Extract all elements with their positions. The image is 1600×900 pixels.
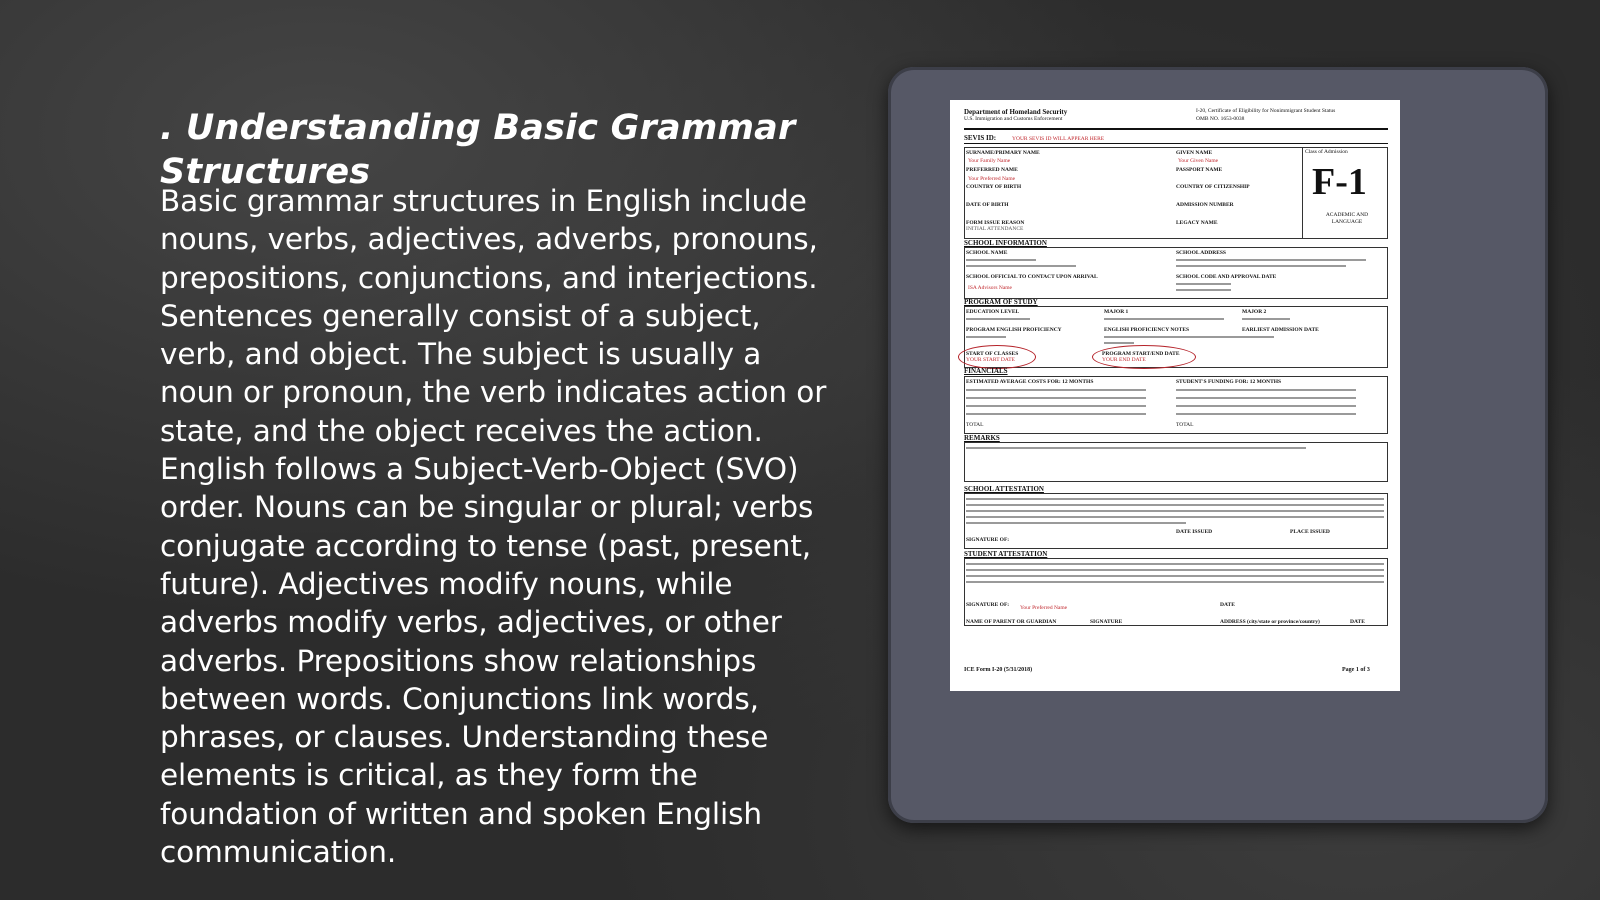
doc-attest-line-3 [966,510,1384,512]
doc-school-code-text-2 [1176,289,1231,291]
doc-school-attest-box [964,493,1388,549]
doc-financials-label: FINANCIALS [964,367,1008,375]
doc-student-sig-label: SIGNATURE OF: [966,602,1010,608]
doc-agency-sub: U.S. Immigration and Customs Enforcement [964,116,1063,122]
doc-start-value: YOUR START DATE [966,357,1015,363]
doc-costs-label: ESTIMATED AVERAGE COSTS FOR: 12 MONTHS [966,379,1094,385]
doc-omb: OMB NO. 1653-0038 [1196,116,1245,122]
doc-attest-line-2 [966,504,1384,506]
doc-student-line-1 [966,563,1384,565]
doc-total-cost-label: TOTAL [966,422,984,428]
doc-attest-line-5 [966,522,1186,524]
doc-given-value: Your Given Name [1178,158,1219,164]
doc-class-sub: ACADEMIC AND LANGUAGE [1325,212,1369,225]
doc-total-fund-label: TOTAL [1176,422,1194,428]
doc-sig2-label: SIGNATURE [1090,619,1123,625]
doc-issue-label: FORM ISSUE REASON [966,220,1025,226]
slide-title: . Understanding Basic Grammar Structures [160,108,796,192]
doc-education-label: EDUCATION LEVEL [966,309,1020,315]
doc-major2-label: MAJOR 2 [1242,309,1267,315]
doc-school-official-label: SCHOOL OFFICIAL TO CONTACT UPON ARRIVAL [966,274,1098,280]
doc-passport-label: PASSPORT NAME [1176,167,1223,173]
doc-attest-line-1 [966,498,1384,500]
doc-funding-row-1 [1176,389,1356,391]
doc-costs-row-4 [966,413,1146,415]
doc-signature-label: SIGNATURE OF: [966,537,1010,543]
doc-major2-text [1242,318,1290,320]
doc-footer-form: ICE Form I-20 (5/31/2018) [964,667,1033,673]
doc-preferred-value: Your Preferred Name [968,176,1016,182]
doc-major1-text [1104,318,1224,320]
doc-school-code-label: SCHOOL CODE AND APPROVAL DATE [1176,274,1277,280]
doc-remarks-text [966,447,1306,449]
doc-remarks-label: REMARKS [964,434,1000,442]
doc-english-text [966,336,1006,338]
doc-school-address-label: SCHOOL ADDRESS [1176,250,1226,256]
doc-costs-row-3 [966,405,1146,407]
doc-school-address-text [1176,259,1366,261]
doc-funding-row-2 [1176,397,1356,399]
doc-admission-label: ADMISSION NUMBER [1176,202,1234,208]
doc-funding-label: STUDENT'S FUNDING FOR: 12 MONTHS [1176,379,1282,385]
doc-school-attest-label: SCHOOL ATTESTATION [964,485,1044,493]
slide-text-block [160,106,840,871]
doc-sevis-label: SEVIS ID: [964,134,997,142]
doc-student-date-label: DATE [1220,602,1235,608]
doc-surname-value: Your Family Name [968,158,1011,164]
doc-education-text [966,318,1030,320]
doc-header-rule [964,128,1388,130]
doc-address-label: ADDRESS (city/state or province/country) [1220,619,1320,625]
i20-document-image [950,100,1400,691]
doc-school-official-value: ISA Advisors Name [968,285,1012,291]
doc-funding-row-3 [1176,405,1356,407]
doc-english-notes-text [1104,336,1274,338]
doc-school-name-text-2 [966,265,1076,267]
doc-student-line-3 [966,575,1384,577]
doc-coc-label: COUNTRY OF CITIZENSHIP [1176,184,1250,190]
doc-parent-label: NAME OF PARENT OR GUARDIAN [966,619,1057,625]
doc-cob-label: COUNTRY OF BIRTH [966,184,1022,190]
doc-program-dates-value: YOUR END DATE [1102,357,1146,363]
doc-sevis-rule [964,143,1388,144]
doc-preferred-label: PREFERRED NAME [966,167,1018,173]
doc-surname-label: SURNAME/PRIMARY NAME [966,150,1040,156]
doc-costs-row-1 [966,389,1146,391]
doc-english-notes-label: ENGLISH PROFICIENCY NOTES [1104,327,1190,333]
doc-class-label: Class of Admission [1305,149,1348,155]
doc-start-label: START OF CLASSES [966,351,1019,357]
doc-school-name-text [966,259,1036,261]
doc-date2-label: DATE [1350,619,1365,625]
doc-student-line-4 [966,581,1384,583]
doc-attest-line-4 [966,516,1384,518]
doc-school-code-text [1176,283,1231,285]
doc-form-title: I-20, Certificate of Eligibility for Nonimmigrant Student Status [1196,108,1336,114]
doc-class-value: F-1 [1312,161,1367,203]
doc-student-attest-label: STUDENT ATTESTATION [964,550,1048,558]
doc-major1-label: MAJOR 1 [1104,309,1129,315]
slide-body-text: Basic grammar structures in English include nouns, verbs, adjectives, adverbs, pronouns, prepositions, conjunctions, and interjections. Sentences generally consist of a subject, verb, and object. The subject is usually a noun or pronoun, the verb indicates action or state, and the object receives the action. English follows a Subject-Verb-Object (SVO) order. Nouns can be singular or plural; verbs conjugate according to tense (past, present, future). Adjectives modify nouns, while adverbs modify verbs, adjectives, or other adverbs. Prepositions show relationships between words. Conjunctions link words, phrases, or clauses. Understanding these elements is critical, as they form the foundation of written and spoken English communication. [160,184,827,870]
doc-school-address-text-2 [1176,265,1346,267]
doc-dob-label: DATE OF BIRTH [966,202,1009,208]
doc-earliest-label: EARLIEST ADMISSION DATE [1242,327,1319,333]
doc-start-circle [958,345,1036,369]
doc-date-issued-label: DATE ISSUED [1176,529,1213,535]
doc-costs-row-2 [966,397,1146,399]
doc-program-label: PROGRAM OF STUDY [964,298,1038,306]
doc-school-name-label: SCHOOL NAME [966,250,1008,256]
doc-sevis-value: YOUR SEVIS ID WILL APPEAR HERE [1012,136,1105,142]
doc-given-label: GIVEN NAME [1176,150,1213,156]
doc-english-label: PROGRAM ENGLISH PROFICIENCY [966,327,1062,333]
doc-program-dates-label: PROGRAM START/END DATE [1102,351,1180,357]
doc-school-info: SCHOOL INFORMATION [964,239,1047,247]
doc-student-sig-value: Your Preferred Name [1020,605,1068,611]
doc-student-line-2 [966,569,1384,571]
doc-issue-value: INITIAL ATTENDANCE [966,226,1024,232]
doc-funding-row-4 [1176,413,1356,415]
doc-agency: Department of Homeland Security [964,108,1068,116]
doc-program-dates-circle [1092,345,1196,369]
doc-footer-page: Page 1 of 3 [1342,667,1370,673]
doc-place-issued-label: PLACE ISSUED [1290,529,1330,535]
doc-legacy-label: LEGACY NAME [1176,220,1218,226]
doc-english-notes-text-2 [1104,342,1134,344]
